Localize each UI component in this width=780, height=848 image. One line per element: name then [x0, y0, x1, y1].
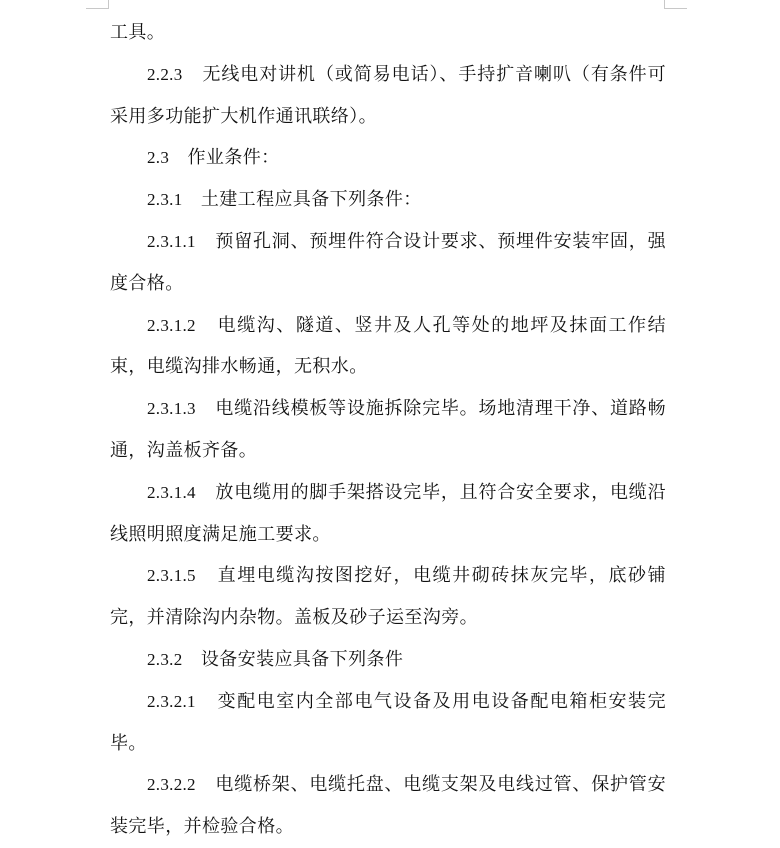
document-body[interactable]	[110, 12, 666, 848]
paragraph	[110, 681, 666, 765]
page-margin-marker-left	[86, 0, 109, 9]
paragraph-text: 作业条件：	[187, 147, 280, 169]
paragraph	[110, 179, 666, 221]
paragraph	[110, 639, 666, 681]
paragraph-text: 电缆桥架、电缆托盘、电缆支架及电线过管、保护管安装完毕，并检验合格。	[110, 774, 666, 838]
page-margin-marker-right	[664, 0, 687, 9]
section-number: 2.3.1.4	[147, 482, 196, 502]
paragraph	[110, 472, 666, 556]
section-number: 2.3.1	[147, 190, 183, 210]
section-number: 2.3.1.5	[147, 566, 196, 586]
paragraph-text: 变配电室内全部电气设备及用电设备配电箱柜安装完毕。	[110, 690, 666, 754]
paragraph	[110, 12, 666, 54]
section-number: 2.3.2	[147, 649, 183, 669]
paragraph-text: 工具。	[110, 22, 166, 43]
paragraph	[110, 54, 666, 138]
paragraph-text: 电缆沿线模板等设施拆除完毕。场地清理干净、道路畅通，沟盖板齐备。	[110, 398, 666, 461]
paragraph	[110, 305, 666, 389]
section-number: 2.3	[147, 148, 170, 168]
section-number: 2.3.1.2	[147, 315, 196, 335]
paragraph-text: 放电缆用的脚手架搭设完毕，且符合安全要求，电缆沿线照明照度满足施工要求。	[110, 481, 666, 545]
paragraph	[110, 388, 666, 472]
paragraph	[110, 221, 666, 305]
paragraph-text: 无线电对讲机（或简易电话）、手持扩音喇叭（有条件可采用多功能扩大机作通讯联络）。	[110, 63, 666, 127]
section-number: 2.3.2.1	[147, 691, 196, 711]
paragraph	[110, 555, 666, 639]
section-number: 2.3.1.3	[147, 399, 196, 419]
paragraph-text: 电缆沟、隧道、竖井及人孔等处的地坪及抹面工作结束，电缆沟排水畅通，无积水。	[110, 314, 666, 378]
section-number: 2.3.1.1	[147, 231, 196, 251]
paragraph-text: 预留孔洞、预埋件符合设计要求、预埋件安装牢固，强度合格。	[110, 230, 666, 294]
paragraph	[110, 764, 666, 848]
section-number: 2.2.3	[147, 64, 183, 84]
paragraph	[110, 137, 666, 179]
paragraph-text: 土建工程应具备下列条件：	[200, 189, 422, 211]
section-number: 2.3.2.2	[147, 775, 196, 795]
paragraph-text: 直埋电缆沟按图挖好，电缆井砌砖抹灰完毕，底砂铺完，并清除沟内杂物。盖板及砂子运至沟旁。	[110, 565, 666, 629]
paragraph-text: 设备安装应具备下列条件	[200, 648, 404, 670]
